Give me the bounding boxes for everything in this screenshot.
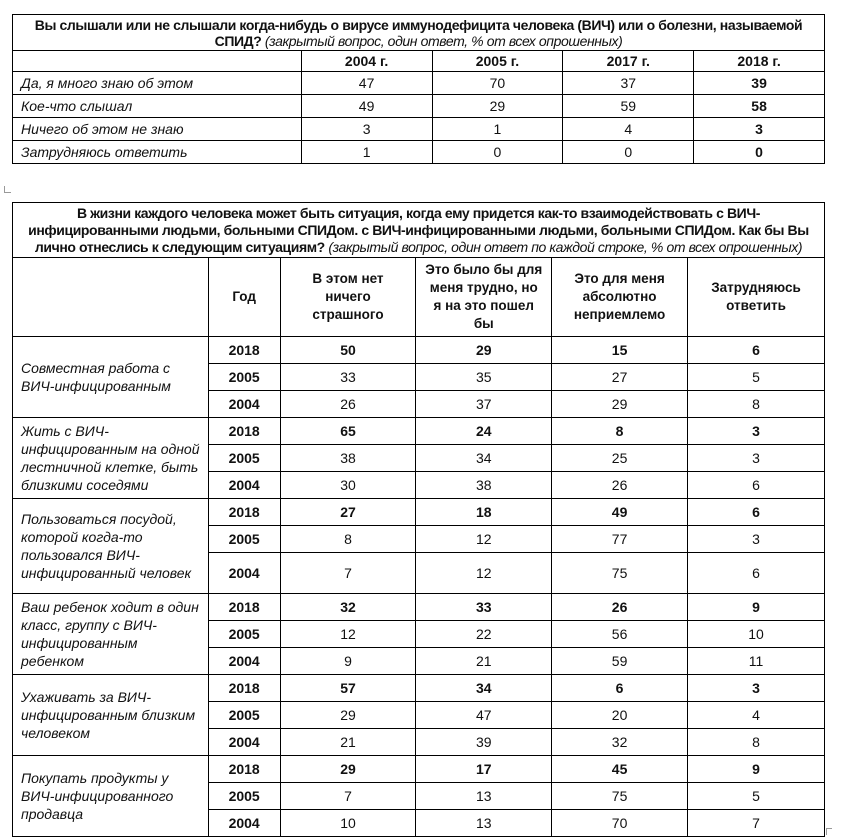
year-cell: 2018 bbox=[208, 418, 280, 445]
value-cell: 26 bbox=[280, 391, 416, 418]
value-cell: 75 bbox=[552, 783, 688, 810]
year-cell: 2005 bbox=[208, 526, 280, 553]
value-cell: 21 bbox=[416, 648, 552, 675]
table-row bbox=[13, 141, 825, 164]
question-note: (закрытый вопрос, один ответ, % от всех опрошенных) bbox=[264, 33, 623, 49]
value-cell: 33 bbox=[280, 364, 416, 391]
value-cell: 27 bbox=[552, 364, 688, 391]
value-cell: 21 bbox=[280, 729, 416, 756]
value-cell: 59 bbox=[552, 648, 688, 675]
column-header: 2005 г. bbox=[432, 51, 563, 72]
value-cell: 12 bbox=[416, 553, 552, 594]
value-cell: 0 bbox=[563, 141, 694, 164]
value-cell: 4 bbox=[688, 702, 825, 729]
table-row bbox=[13, 418, 825, 445]
value-cell: 57 bbox=[280, 675, 416, 702]
value-cell: 45 bbox=[552, 756, 688, 783]
row-label: Ничего об этом не знаю bbox=[13, 118, 302, 141]
paragraph-mark bbox=[4, 186, 11, 193]
table-row bbox=[13, 95, 825, 118]
value-cell: 29 bbox=[280, 702, 416, 729]
year-cell: 2018 bbox=[208, 499, 280, 526]
value-cell: 39 bbox=[694, 72, 825, 95]
table-row bbox=[13, 499, 825, 526]
value-cell: 8 bbox=[688, 391, 825, 418]
year-cell: 2018 bbox=[208, 675, 280, 702]
value-cell: 70 bbox=[552, 810, 688, 837]
value-cell: 26 bbox=[552, 594, 688, 621]
column-header: Это для меня абсолютно неприемлемо bbox=[552, 258, 688, 337]
value-cell: 8 bbox=[688, 729, 825, 756]
value-cell: 65 bbox=[280, 418, 416, 445]
value-cell: 37 bbox=[416, 391, 552, 418]
column-header: 2018 г. bbox=[694, 51, 825, 72]
value-cell: 27 bbox=[280, 499, 416, 526]
value-cell: 56 bbox=[552, 621, 688, 648]
value-cell: 3 bbox=[301, 118, 432, 141]
value-cell: 49 bbox=[552, 499, 688, 526]
value-cell: 30 bbox=[280, 472, 416, 499]
value-cell: 10 bbox=[280, 810, 416, 837]
table-row bbox=[13, 594, 825, 621]
question-text: Вы слышали или не слышали когда-нибудь о вирусе иммунодефицита человека (ВИЧ) или о болезни, называемой СПИД? bbox=[34, 17, 803, 49]
value-cell: 58 bbox=[694, 95, 825, 118]
value-cell: 6 bbox=[688, 472, 825, 499]
situation-label: Покупать продукты у ВИЧ-инфицированного продавца bbox=[13, 756, 209, 837]
value-cell: 3 bbox=[694, 118, 825, 141]
value-cell: 24 bbox=[416, 418, 552, 445]
year-cell: 2018 bbox=[208, 594, 280, 621]
year-cell: 2004 bbox=[208, 810, 280, 837]
paragraph-mark bbox=[826, 828, 832, 835]
table-row bbox=[13, 756, 825, 783]
value-cell: 25 bbox=[552, 445, 688, 472]
column-header: Это было бы для меня трудно, но я на это пошел бы bbox=[416, 258, 552, 337]
value-cell: 34 bbox=[416, 445, 552, 472]
value-cell: 5 bbox=[688, 364, 825, 391]
value-cell: 6 bbox=[688, 499, 825, 526]
situation-label: Ваш ребенок ходит в один класс, группу с ВИЧ-инфицированным ребенком bbox=[13, 594, 209, 675]
value-cell: 22 bbox=[416, 621, 552, 648]
value-cell: 59 bbox=[563, 95, 694, 118]
empty-header-cell bbox=[13, 258, 209, 337]
value-cell: 7 bbox=[688, 810, 825, 837]
value-cell: 29 bbox=[416, 337, 552, 364]
value-cell: 47 bbox=[416, 702, 552, 729]
value-cell: 35 bbox=[416, 364, 552, 391]
year-cell: 2005 bbox=[208, 702, 280, 729]
situation-label: Совместная работа с ВИЧ-инфицированным bbox=[13, 337, 209, 418]
value-cell: 7 bbox=[280, 783, 416, 810]
year-cell: 2004 bbox=[208, 553, 280, 594]
value-cell: 34 bbox=[416, 675, 552, 702]
value-cell: 9 bbox=[280, 648, 416, 675]
year-cell: 2018 bbox=[208, 756, 280, 783]
value-cell: 39 bbox=[416, 729, 552, 756]
year-cell: 2004 bbox=[208, 729, 280, 756]
value-cell: 37 bbox=[563, 72, 694, 95]
value-cell: 17 bbox=[416, 756, 552, 783]
year-cell: 2005 bbox=[208, 364, 280, 391]
question-note: (закрытый вопрос, один ответ по каждой строке, % от всех опрошенных) bbox=[328, 239, 803, 255]
column-header: 2017 г. bbox=[563, 51, 694, 72]
value-cell: 12 bbox=[416, 526, 552, 553]
value-cell: 50 bbox=[280, 337, 416, 364]
value-cell: 3 bbox=[688, 445, 825, 472]
year-cell: 2004 bbox=[208, 648, 280, 675]
table2-header-row bbox=[13, 258, 825, 337]
situation-label: Ухаживать за ВИЧ-инфицированным близким человеком bbox=[13, 675, 209, 756]
value-cell: 13 bbox=[416, 783, 552, 810]
value-cell: 4 bbox=[563, 118, 694, 141]
value-cell: 15 bbox=[552, 337, 688, 364]
table-row bbox=[13, 337, 825, 364]
value-cell: 11 bbox=[688, 648, 825, 675]
value-cell: 1 bbox=[432, 118, 563, 141]
column-header: В этом нет ничего страшного bbox=[280, 258, 416, 337]
value-cell: 32 bbox=[552, 729, 688, 756]
value-cell: 1 bbox=[301, 141, 432, 164]
year-cell: 2018 bbox=[208, 337, 280, 364]
year-cell: 2005 bbox=[208, 621, 280, 648]
row-label: Затрудняюсь ответить bbox=[13, 141, 302, 164]
value-cell: 0 bbox=[694, 141, 825, 164]
value-cell: 29 bbox=[280, 756, 416, 783]
value-cell: 29 bbox=[552, 391, 688, 418]
attitudes-table bbox=[12, 202, 825, 837]
value-cell: 18 bbox=[416, 499, 552, 526]
value-cell: 8 bbox=[552, 418, 688, 445]
value-cell: 32 bbox=[280, 594, 416, 621]
row-label: Кое-что слышал bbox=[13, 95, 302, 118]
value-cell: 10 bbox=[688, 621, 825, 648]
table-row bbox=[13, 72, 825, 95]
table1-question bbox=[13, 15, 825, 51]
value-cell: 8 bbox=[280, 526, 416, 553]
value-cell: 70 bbox=[432, 72, 563, 95]
value-cell: 29 bbox=[432, 95, 563, 118]
value-cell: 12 bbox=[280, 621, 416, 648]
empty-header-cell bbox=[13, 51, 302, 72]
table-row bbox=[13, 118, 825, 141]
value-cell: 49 bbox=[301, 95, 432, 118]
value-cell: 6 bbox=[688, 337, 825, 364]
value-cell: 38 bbox=[280, 445, 416, 472]
situation-label: Жить с ВИЧ-инфицированным на одной лестничной клетке, быть близкими соседями bbox=[13, 418, 209, 499]
year-cell: 2005 bbox=[208, 783, 280, 810]
table1-header-row bbox=[13, 51, 825, 72]
value-cell: 5 bbox=[688, 783, 825, 810]
value-cell: 33 bbox=[416, 594, 552, 621]
value-cell: 13 bbox=[416, 810, 552, 837]
value-cell: 47 bbox=[301, 72, 432, 95]
value-cell: 3 bbox=[688, 418, 825, 445]
value-cell: 26 bbox=[552, 472, 688, 499]
value-cell: 3 bbox=[688, 526, 825, 553]
value-cell: 6 bbox=[688, 553, 825, 594]
value-cell: 75 bbox=[552, 553, 688, 594]
column-header-year: Год bbox=[208, 258, 280, 337]
situation-label: Пользоваться посудой, которой когда-то пользовался ВИЧ-инфицированный человек bbox=[13, 499, 209, 594]
row-label: Да, я много знаю об этом bbox=[13, 72, 302, 95]
value-cell: 7 bbox=[280, 553, 416, 594]
value-cell: 9 bbox=[688, 756, 825, 783]
question-text: В жизни каждого человека может быть ситуация, когда ему придется как-то взаимодействовать с ВИЧ-инфицированными людьми, больными СПИДом. с ВИЧ-инфицированными людьми, больными СПИДом. Как бы Вы лично отнеслись к следующим ситуациям? bbox=[28, 205, 809, 255]
value-cell: 3 bbox=[688, 675, 825, 702]
value-cell: 6 bbox=[552, 675, 688, 702]
column-header: Затрудняюсь ответить bbox=[688, 258, 825, 337]
table2-question bbox=[13, 203, 825, 258]
awareness-table bbox=[12, 14, 825, 164]
table-row bbox=[13, 675, 825, 702]
value-cell: 9 bbox=[688, 594, 825, 621]
value-cell: 0 bbox=[432, 141, 563, 164]
column-header: 2004 г. bbox=[301, 51, 432, 72]
value-cell: 20 bbox=[552, 702, 688, 729]
year-cell: 2004 bbox=[208, 472, 280, 499]
year-cell: 2004 bbox=[208, 391, 280, 418]
value-cell: 77 bbox=[552, 526, 688, 553]
value-cell: 38 bbox=[416, 472, 552, 499]
year-cell: 2005 bbox=[208, 445, 280, 472]
